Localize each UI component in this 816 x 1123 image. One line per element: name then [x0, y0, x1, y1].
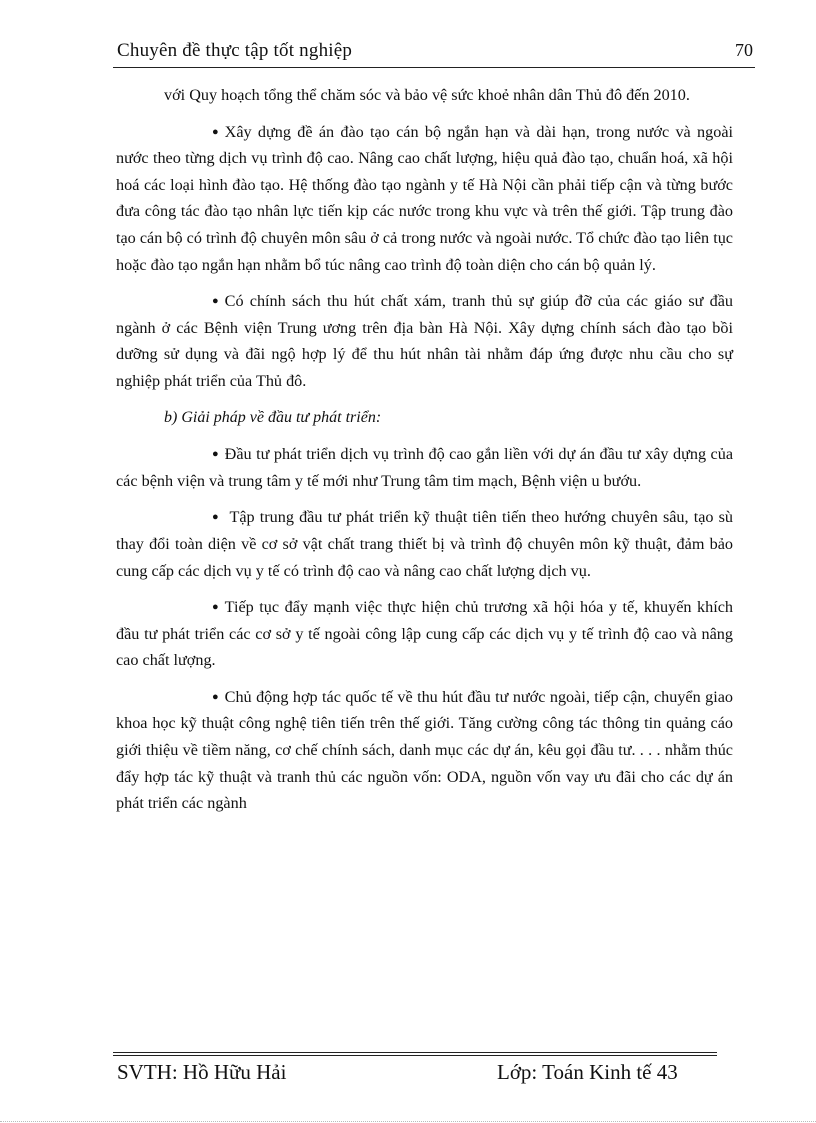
header-divider: [113, 67, 755, 68]
paragraph: [116, 82, 733, 109]
footer-class: Lớp: Toán Kinh tế 43: [497, 1060, 678, 1084]
page-edge: [0, 1121, 816, 1122]
footer-divider: [113, 1055, 717, 1056]
paragraph-text: với Quy hoạch tổng thể chăm sóc và bảo vệ sức khoẻ nhân dân Thủ đô đến 2010.: [164, 86, 690, 104]
bullet-icon: ●: [212, 125, 219, 138]
paragraph-text: Đầu tư phát triển dịch vụ trình độ cao gắn liền với dự án đầu tư xây dựng của các bệnh viện và trung tâm y tế mới như Trung tâm tim mạch, Bệnh viện u bướu.: [116, 445, 733, 490]
paragraph-text: Chủ động hợp tác quốc tế về thu hút đầu tư nước ngoài, tiếp cận, chuyển giao khoa học kỹ thuật công nghệ tiên tiến trên thế giới. Tăng cường công tác thông tin quảng cáo giới thiệu về tiềm năng, cơ chế chính sách, danh mục các dự án, kêu gọi đầu tư. . . . nhằm thúc đẩy hợp tác kỹ thuật và tranh thủ các nguồn vốn: ODA, nguồn vốn vay ưu đãi cho các dự án phát triển các ngành: [116, 687, 733, 813]
bullet-paragraph: [116, 119, 733, 279]
bullet-paragraph: [116, 594, 733, 674]
bullet-icon: ●: [212, 601, 219, 614]
section-subheading: b) Giải pháp về đầu tư phát triển:: [164, 408, 382, 426]
header-title: Chuyên đề thực tập tốt nghiệp: [117, 40, 353, 61]
footer-divider: [113, 1052, 717, 1053]
bullet-paragraph: [116, 441, 733, 494]
page-header: [113, 38, 755, 68]
bullet-icon: ●: [212, 511, 219, 524]
paragraph-text: Tập trung đầu tư phát triển kỹ thuật tiên tiến theo hướng chuyên sâu, tạo sù thay đổi toàn diện về cơ sở vật chất trang thiết bị và trình độ chuyên môn kỹ thuật, đảm bảo cung cấp các dịch vụ y tế có trình độ cao và nâng cao chất lượng dịch vụ.: [116, 508, 733, 580]
document-body: [116, 82, 733, 827]
bullet-icon: ●: [212, 448, 219, 461]
paragraph-text: Tiếp tục đẩy mạnh việc thực hiện chủ trương xã hội hóa y tế, khuyến khích đầu tư phát triển các cơ sở y tế ngoài công lập cung cấp các dịch vụ y tế trình độ cao và nâng cao chất lượng.: [116, 598, 733, 670]
footer-student: SVTH: Hồ Hữu Hải: [117, 1060, 287, 1084]
paragraph-text: Có chính sách thu hút chất xám, tranh thủ sự giúp đỡ của các giáo sư đầu ngành ở các Bệnh viện Trung ương trên địa bàn Hà Nội. Xây dựng chính sách đào tạo bồi dưỡng sử dụng và đãi ngộ hợp lý để thu hút nhân tài nhằm đáp ứng được nhu cầu cho sự nghiệp phát triển của Thủ đô.: [116, 292, 733, 390]
bullet-paragraph: [116, 684, 733, 817]
paragraph-text: Xây dựng đề án đào tạo cán bộ ngắn hạn và dài hạn, trong nước và ngoài nước theo từng dịch vụ trình độ cao. Nâng cao chất lượng, hiệu quả đào tạo, chuẩn hoá, xã hội hoá các loại hình đào tạo. Hệ thống đào tạo ngành y tế Hà Nội cần phải tiếp cận và từng bước đưa công tác đào tạo nhân lực tiến kịp các nước trong khu vực và trên thế giới. Tập trung đào tạo cán bộ có trình độ chuyên môn sâu ở cả trong nước và ngoài nước. Tổ chức đào tạo liên tục hoặc đào tạo ngắn hạn nhằm bổ túc nâng cao trình độ toàn diện cho cán bộ quản lý.: [116, 122, 733, 274]
bullet-icon: ●: [212, 295, 219, 308]
bullet-paragraph: [116, 504, 733, 584]
bullet-paragraph: [116, 288, 733, 394]
page-number: 70: [735, 40, 753, 60]
bullet-icon: ●: [212, 690, 219, 703]
